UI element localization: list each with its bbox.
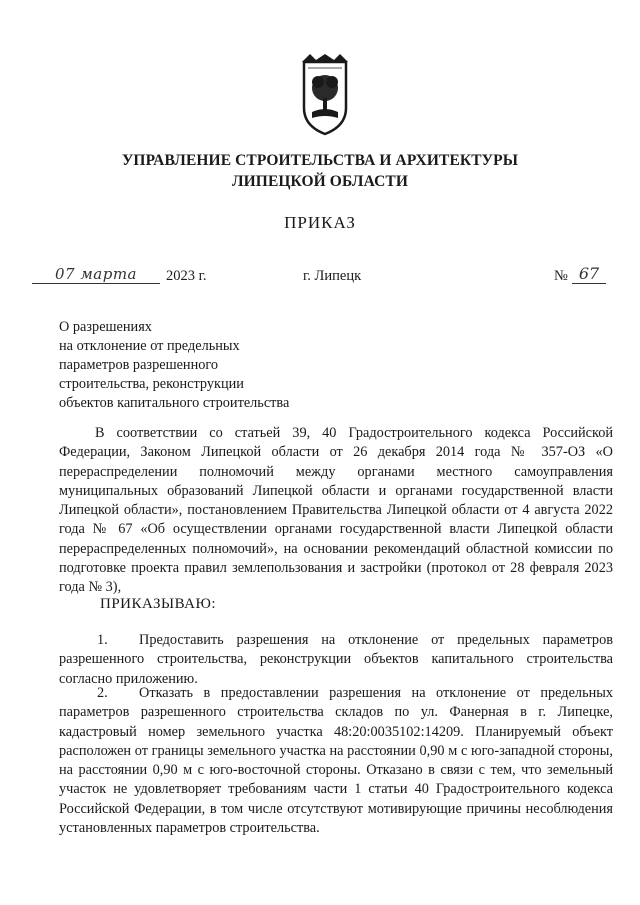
item-number: 2. — [97, 685, 108, 701]
city: г. Липецк — [303, 268, 362, 284]
item-text: Предоставить разрешения на отклонение от предельных параметров разрешенного строительства, реконструкции объектов капитального строительства согласно приложению. — [59, 632, 613, 687]
agency-line-1: УПРАВЛЕНИЕ СТРОИТЕЛЬСТВА И АРХИТЕКТУРЫ — [121, 152, 519, 169]
subject-line: на отклонение от предельных — [59, 338, 240, 354]
order-word: ПРИКАЗЫВАЮ: — [100, 596, 217, 612]
agency-name — [0, 150, 640, 192]
agency-line-2: ЛИПЕЦКОЙ ОБЛАСТИ — [232, 173, 408, 190]
document-type: ПРИКАЗ — [284, 213, 356, 232]
coat-of-arms-icon — [298, 54, 352, 138]
order-item — [59, 631, 613, 689]
handwritten-date: 07 марта — [32, 265, 160, 284]
item-text: Отказать в предоставлении разрешения на отклонение от предельных параметров разрешенного строительства складов по ул. Фанерная в г. Липецке, кадастровый номер земельного участка 48:20:0035102:14209. Планируемый объект расположен от границы земельного участка на расстоянии 0,90 м с юго-западной стороны, на расстоянии 0,90 м с юго-восточной стороны. Отказано в связи с тем, что земельный участок не удовлетворяет требованиям части 1 статьи 40 Градостроительного кодекса Российской Федерации, в том числе отсутствуют мотивирующие причины несоблюдения установленных параметров строительства. — [59, 685, 613, 837]
subject-line: параметров разрешенного — [59, 357, 219, 373]
preamble-paragraph: В соответствии со статьей 39, 40 Градостроительного кодекса Российской Федерации, Законом Липецкой области от 26 декабря 2014 года № 357-ОЗ «О перераспределении полномочий между органами местного самоуправления муниципальных образований Липецкой области и органами государственной власти Липецкой области», постановлением Правительства Липецкой области от 4 августа 2022 года № 67 «Об осуществлении органами государственной власти Липецкой области перераспределенных полномочий», на основании рекомендаций областной комиссии по подготовке проекта правил землепользования и застройки (протокол от 28 февраля 2023 года № 3), — [59, 425, 613, 596]
order-item — [59, 684, 613, 838]
subject-line: О разрешениях — [59, 319, 152, 335]
order-subject — [59, 318, 339, 413]
handwritten-number: 67 — [572, 264, 606, 284]
number-label: № — [554, 268, 568, 284]
date-row — [0, 264, 640, 290]
subject-line: строительства, реконструкции — [59, 376, 244, 392]
item-number: 1. — [97, 632, 108, 648]
subject-line: объектов капитального строительства — [59, 395, 290, 411]
date-year: 2023 г. — [166, 268, 207, 284]
